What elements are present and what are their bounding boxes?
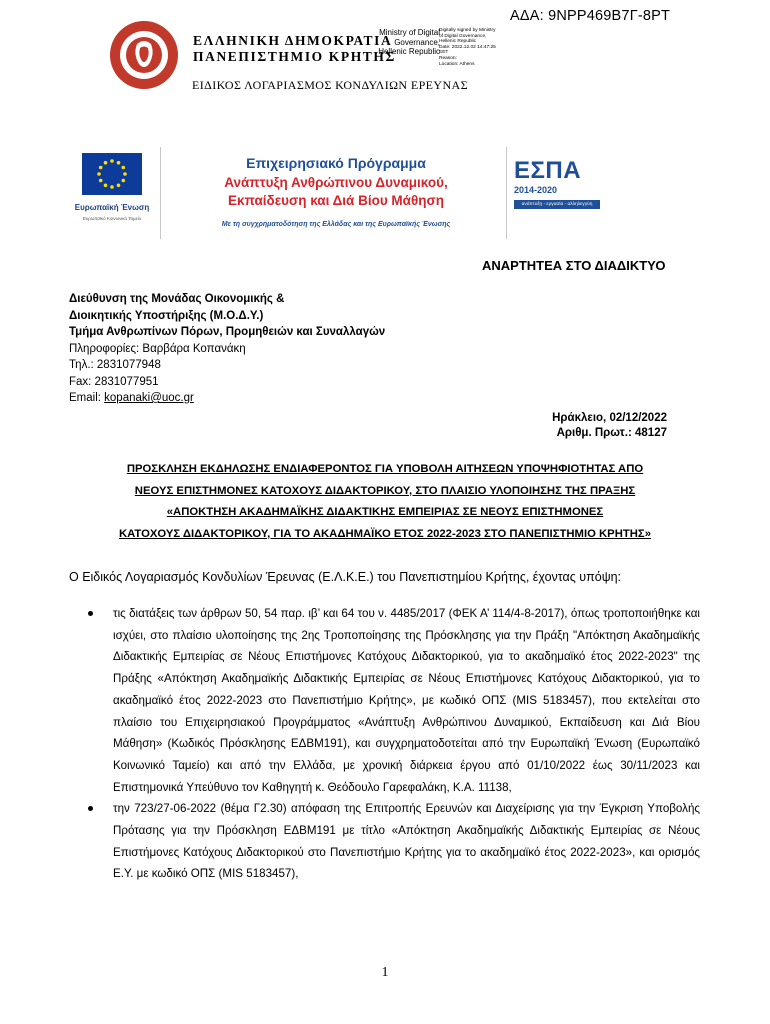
title-line: «ΑΠΟΚΤΗΣΗ ΑΚΑΔΗΜΑΪΚΗΣ ΔΙΔΑΚΤΙΚΗΣ ΕΜΠΕΙΡΙΑΣ ΣΕ ΝΕΟΥΣ ΕΠΙΣΤΗΜΟΝΕΣ: [166, 506, 604, 518]
list-item-text: την 723/27-06-2022 (θέμα Γ2.30) απόφαση της Επιτροπής Ερευνών και Διαχείρισης για την Έγκριση Υποβολής Πρότασης για την Πρόσκληση ΕΔΒΜ191 με τίτλο «Απόκτηση Ακαδημαϊκής Διδακτικής Εμπειρίας σε Νέους Επιστήμονες Κατόχους Διδακτορικού στο Πανεπιστήμιο Κρήτης για το ακαδημαϊκό έτος 2022-2023», και ορισμός Ε.Υ. με κωδικό ΟΠΣ (MIS 5183457),: [113, 802, 700, 881]
address-line: Διοικητικής Υποστήριξης (Μ.Ο.Δ.Υ.): [69, 309, 264, 322]
eu-label: Ευρωπαϊκή Ένωση: [74, 203, 150, 212]
protocol-line: Αριθμ. Πρωτ.: 48127: [556, 426, 667, 439]
date-protocol-block: [552, 411, 667, 440]
espa-tagline: ανάπτυξη - εργασία - αλληλεγγύη: [514, 200, 600, 209]
email-link[interactable]: kopanaki@uoc.gr: [104, 392, 194, 404]
eu-sublabel: Ευρωπαϊκό Κοινωνικό Ταμείο: [82, 216, 142, 221]
list-item: [88, 603, 700, 798]
espa-logo-block: [508, 145, 608, 242]
digital-signature-details: [439, 28, 517, 67]
espa-banner: [68, 145, 608, 242]
sender-address: [69, 291, 385, 407]
sig-detail-line: Hellenic Republic: [439, 39, 477, 45]
email-row: [69, 390, 385, 407]
sig-name-line: Ministry of Digital: [379, 28, 440, 37]
sig-detail-line: Digitally signed by Ministry: [439, 28, 496, 33]
title-line: ΝΕΟΥΣ ΕΠΙΣΤΗΜΟΝΕΣ ΚΑΤΟΧΟΥΣ ΔΙΔΑΚΤΟΡΙΚΟΥ, ΣΤΟ ΠΛΑΙΣΙΟ ΥΛΟΠΟΙΗΣΗΣ ΤΗΣ ΠΡΑΞΗΣ: [134, 484, 636, 497]
sig-detail-line: EET: [439, 50, 449, 56]
sig-name-line: Hellenic Republic: [378, 47, 440, 56]
info-contact: Πληροφορίες: Βαρβάρα Κοπανάκη: [69, 342, 246, 355]
bullet-icon: [88, 806, 93, 811]
list-item-text: τις διατάξεις των άρθρων 50, 54 παρ. ιβ’ και 64 του ν. 4485/2017 (ΦΕΚ Α’ 114/4-8-2017), όπως τροποποιήθηκε και ισχύει, στο πλαίσιο υλοποίησης της 2ης Τροποποίησης της Πρόσκλησης για την Πράξη "Απόκτηση Ακαδημαϊκής Διδακτικής Εμπειρίας σε Νέους Επιστήμονες Κατόχους Διδακτορικού, για το ακαδημαϊκό έτος 2022-2023" της Πράξης «Απόκτηση Ακαδημαϊκής Διδακτικής Εμπειρίας σε Νέους Επιστήμονες Κατόχους Διδακτορικού, για το ακαδημαϊκό έτος 2022-2023 στο Πανεπιστήμιο Κρήτης», με κωδικό ΟΠΣ (MIS 5183457), που εκτελείται στο πλαίσιο του Επιχειρησιακού Προγράμματος «Ανάπτυξη Ανθρώπινου Δυναμικού, Εκπαίδευση και Διά Βίου Μάθηση» (Κωδικός Πρόσκλησης ΕΔΒΜ191), και συγχρηματοδοτείται από την Ευρωπαϊκή Ένωση (Ευρωπαϊκό Κοινωνικό Ταμείο) και από την Ελλάδα, με χρονική διάρκεια έργου από 01/10/2022 έως 30/11/2023 και Επιστημονικά Υπεύθυνο τον Καθηγητή κ. Θεόδουλο Γαρεφαλάκη, Κ.Α. 11138,: [113, 607, 700, 794]
digital-signature-name: [362, 28, 440, 57]
considerations-list: [88, 603, 700, 885]
sig-detail-line: Reason:: [439, 55, 457, 61]
op-cofunding-note: Με τη συγχρηματοδότηση της Ελλάδας και της Ευρωπαϊκής Ένωσης: [221, 221, 451, 228]
title-line: ΠΡΟΣΚΛΗΣΗ ΕΚΔΗΛΩΣΗΣ ΕΝΔΙΑΦΕΡΟΝΤΟΣ ΓΙΑ ΥΠΟΒΟΛΗ ΑΙΤΗΣΕΩΝ ΥΠΟΨΗΦΙΟΤΗΤΑΣ ΑΠΟ: [126, 463, 644, 475]
intro-paragraph: Ο Ειδικός Λογαριασμός Κονδυλίων Έρευνας (Ε.Λ.Κ.Ε.) του Πανεπιστημίου Κρήτης, έχοντας υπόψη:: [69, 570, 622, 584]
eu-flag-icon: [82, 153, 142, 195]
sig-name-line: Governance,: [394, 37, 440, 47]
institution-line-1: ΕΛΛΗΝΙΚΗ ΔΗΜΟΚΡΑΤΙΑ: [193, 33, 393, 48]
ada-code: ΑΔΑ: 9ΝΡΡ469Β7Γ-8ΡΤ: [510, 8, 671, 24]
elke-heading: ΕΙΔΙΚΟΣ ΛΟΓΑΡΙΑΣΜΟΣ ΚΟΝΔΥΛΙΩΝ ΕΡΕΥΝΑΣ: [192, 78, 468, 92]
institution-line-2: ΠΑΝΕΠΙΣΤΗΜΙΟ ΚΡΗΤΗΣ: [193, 49, 396, 64]
eu-block: [68, 145, 156, 242]
post-notice: ΑΝΑΡΤΗΤΕΑ ΣΤΟ ΔΙΑΔΙΚΤΥΟ: [482, 258, 666, 273]
title-line: ΚΑΤΟΧΟΥΣ ΔΙΔΑΚΤΟΡΙΚΟΥ, ΓΙΑ ΤΟ ΑΚΑΔΗΜΑΪΚΟ ΕΤΟΣ 2022-2023 ΣΤΟ ΠΑΝΕΠΙΣΤΗΜΙΟ ΚΡΗΤΗΣ»: [119, 527, 651, 540]
op-line-2: Ανάπτυξη Ανθρώπινου Δυναμικού,: [224, 175, 448, 190]
document-title: [69, 459, 701, 545]
address-line: Διεύθυνση της Μονάδας Οικονομικής &: [69, 293, 285, 305]
sig-detail-line: Location: Athens: [439, 61, 475, 67]
espa-years: 2014-2020: [514, 185, 558, 195]
email-label: Email:: [69, 392, 105, 404]
operational-programme-block: [166, 145, 506, 242]
page-number: 1: [381, 965, 389, 980]
op-line-1: Επιχειρησιακό Πρόγραμμα: [246, 155, 426, 171]
sig-detail-line: Date: 2022.12.02 14:47:25: [439, 44, 496, 50]
date-line: Ηράκλειο, 02/12/2022: [552, 412, 667, 424]
op-line-3: Εκπαίδευση και Διά Βίου Μάθηση: [227, 193, 445, 208]
espa-logo: ΕΣΠΑ: [514, 157, 582, 184]
bullet-icon: [88, 611, 93, 616]
university-seal-icon: [107, 18, 181, 92]
sig-detail-line: of Digital Governance,: [439, 33, 487, 39]
phone: Τηλ.: 2831077948: [69, 359, 161, 371]
fax: Fax: 2831077951: [69, 375, 159, 388]
banner-divider: [160, 147, 161, 239]
address-line: Τμήμα Ανθρωπίνων Πόρων, Προμηθειών και Συναλλαγών: [69, 326, 386, 338]
list-item: [88, 798, 700, 885]
banner-divider: [506, 147, 507, 239]
